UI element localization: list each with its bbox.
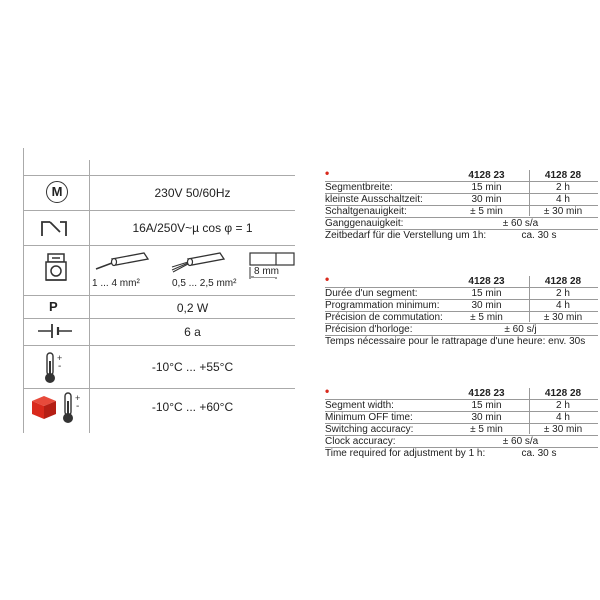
operating-temperature-text: -10°C ... +55°C: [151, 360, 234, 374]
column-header: 4128 28: [544, 276, 582, 287]
contact-rating-text: 16A/250V~µ cos φ = 1: [132, 221, 253, 235]
svg-text:-: -: [58, 361, 62, 372]
spec-table-fr: • 4128 23 4128 28 Durée d'un segment: 15 min 2 h Programmation minimum: 30 min 4 h Précision de commutation: ± 5 min ± 30 min Précision d'horloge: ± 60 s/j Temps nécessaire pour le rattrapage d'une heure: env. 30s: [325, 276, 600, 356]
strip-length-label: 8 mm: [254, 266, 279, 277]
battery-icon: [38, 322, 72, 340]
column-header: 4128 23: [468, 170, 505, 181]
red-bullet: •: [325, 384, 330, 398]
grid-divider: [89, 160, 90, 433]
spec-table-de: • 4128 23 4128 28 Segmentbreite: 15 min 2 h kleinste Ausschaltzeit: 30 min 4 h Schaltgenauigkeit: ± 5 min ± 30 min Ganggenauigkeit: ± 60 s/a Zeitbedarf für die Verstellung um 1h: ca. 30 s: [325, 170, 600, 250]
column-header: 4128 28: [544, 388, 582, 399]
grid-line: [23, 345, 295, 346]
terminal-screw-icon: [44, 252, 68, 286]
column-header: 4128 23: [468, 276, 505, 287]
grid-line: [23, 318, 295, 319]
red-bullet: •: [325, 166, 330, 180]
solid-wire-gauge: 1 ... 4 mm²: [92, 278, 140, 289]
grid-line: [23, 295, 295, 296]
stranded-wire-gauge: 0,5 ... 2,5 mm²: [172, 278, 237, 289]
motor-icon: M: [46, 181, 68, 203]
thermometer-icon: [42, 351, 68, 385]
stranded-wire-icon: [170, 251, 226, 275]
svg-text:-: -: [76, 401, 80, 412]
column-header: 4128 23: [468, 388, 505, 399]
column-header: 4128 28: [544, 170, 582, 181]
grid-line: [23, 175, 295, 176]
svg-text:+: +: [75, 393, 81, 403]
motor-rating-text: 230V 50/60Hz: [154, 186, 231, 200]
power-reserve-text: 6 a: [184, 325, 201, 339]
grid-line: [23, 388, 295, 389]
relay-contact-icon: [40, 216, 72, 238]
red-bullet: •: [325, 272, 330, 286]
grid-line: [23, 245, 295, 246]
thermometer-icon: [60, 391, 86, 425]
grid-left-border: [23, 148, 24, 433]
solid-wire-icon: [94, 251, 150, 275]
storage-box-icon: [30, 393, 58, 421]
spec-table-en: • 4128 23 4128 28 Segment width: 15 min 2 h Minimum OFF time: 30 min 4 h Switching accuracy: ± 5 min ± 30 min Clock accuracy: ± 60 s/a Time required for adjustment by 1 h: ca. 30 s: [325, 388, 600, 468]
power-consumption-text: 0,2 W: [176, 301, 209, 315]
power-symbol: P: [49, 299, 58, 314]
storage-temperature-text: -10°C ... +60°C: [151, 400, 234, 414]
grid-line: [23, 210, 295, 211]
svg-text:+: +: [57, 353, 63, 363]
